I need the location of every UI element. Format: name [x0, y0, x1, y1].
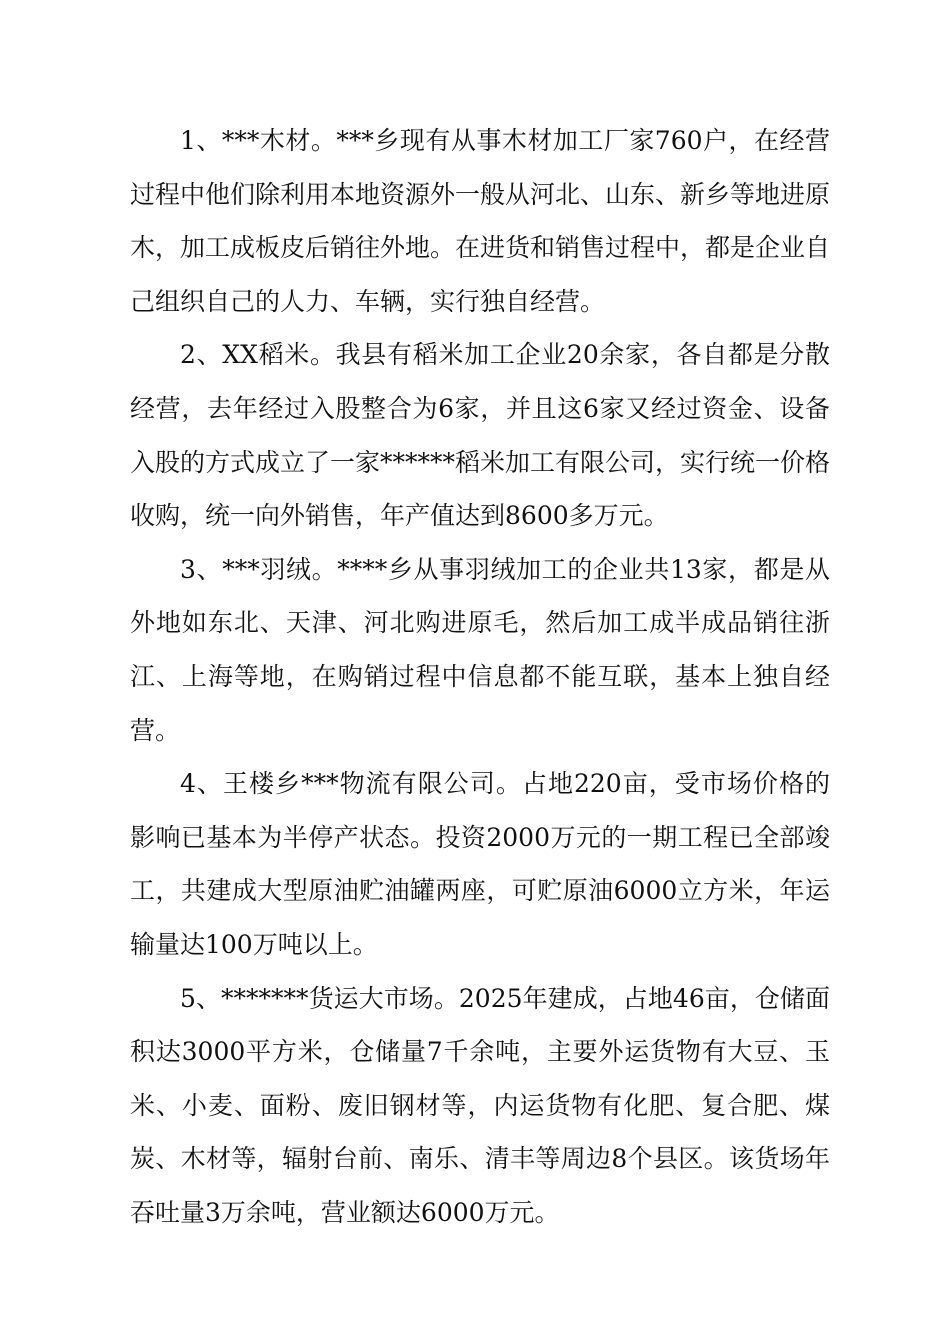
paragraph-rice: 2、XX稻米。我县有稻米加工企业20余家，各自都是分散经营，去年经过入股整合为6家，并且这6家又经过资金、设备入股的方式成立了一家******稻米加工有限公司，实行统一价格收购，统一向外销售，年产值达到8600多万元。 — [130, 340, 831, 531]
paragraph-logistics: 4、王楼乡***物流有限公司。占地220亩，受市场价格的影响已基本为半停产状态。投资2000万元的一期工程已全部竣工，共建成大型原油贮油罐两座，可贮原油6000立方米，年运输量达100万吨以上。 — [130, 769, 830, 959]
paragraph-freight-market: 5、*******货运大市场。2025年建成，占地46亩，仓储面积达3000平方米，仓储量7千余吨，主要外运货物有大豆、玉米、小麦、面粉、废旧钢材等，内运货物有化肥、复合肥、煤炭、木材等，辐射台前、南乐、清丰等周边8个县区。该货场年吞吐量3万余吨，营业额达6000万元。 — [130, 983, 830, 1227]
paragraph-down: 3、***羽绒。****乡从事羽绒加工的企业共13家，都是从外地如东北、天津、河北购进原毛，然后加工成半成品销往浙江、上海等地，在购销过程中信息都不能互联，基本上独自经营。 — [130, 554, 830, 745]
document-body — [130, 114, 830, 1239]
paragraph-wood: 1、***木材。***乡现有从事木材加工厂家760户，在经营过程中他们除利用本地资源外一般从河北、山东、新乡等地进原木，加工成板皮后销往外地。在进货和销售过程中，都是企业自己组织自己的人力、车辆，实行独自经营。 — [130, 126, 831, 316]
